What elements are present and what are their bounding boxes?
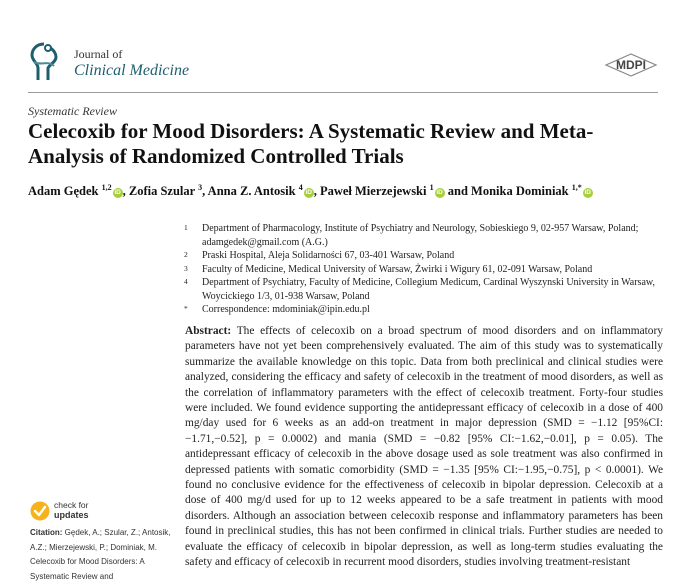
affiliation-item xyxy=(184,276,664,303)
orcid-icon[interactable]: iD xyxy=(584,189,591,197)
author xyxy=(129,184,208,198)
author-name: Monika Dominiak xyxy=(471,184,569,199)
affiliation-number: 1 xyxy=(184,223,188,232)
author-separator: , xyxy=(313,184,320,199)
affiliation-text: Correspondence: mdominiak@ipin.edu.pl xyxy=(202,304,370,315)
affiliation-item xyxy=(184,249,664,263)
journal-name-line1: Journal of xyxy=(74,47,123,61)
author-name: Anna Z. Antosik xyxy=(207,184,296,199)
affiliation-text: Faculty of Medicine, Medical University of Warsaw, Żwirki i Wigury 61, 02-091 Warsaw, Poland xyxy=(202,263,593,275)
author xyxy=(471,184,593,198)
author-separator: , xyxy=(122,184,129,199)
updates-line1: check for xyxy=(54,500,89,510)
article-type: Systematic Review xyxy=(28,104,117,118)
check-for-updates-icon xyxy=(30,501,50,521)
author xyxy=(28,184,129,198)
affiliation-number: 4 xyxy=(184,277,188,286)
mdpi-logo-icon xyxy=(604,53,658,77)
check-for-updates-button[interactable] xyxy=(30,499,150,523)
author-affiliation-marker: 1,2 xyxy=(101,183,112,192)
affiliation-item xyxy=(184,263,664,277)
affiliation-number: * xyxy=(184,304,188,313)
affiliation-text: Department of Pharmacology, Institute of Psychiatry and Neurology, Sobieskiego 9, 02-957 Warsaw, Poland; adamgedek@gmail.com (A.G.) xyxy=(202,223,639,248)
header-divider xyxy=(28,92,658,93)
abstract xyxy=(185,324,663,571)
author-affiliation-marker: 3 xyxy=(198,183,203,192)
abstract-label: Abstract: xyxy=(185,325,232,337)
author-affiliation-marker: 4 xyxy=(298,183,303,192)
abstract-text: The effects of celecoxib on a broad spectrum of mood disorders and on inflammatory parameters have not yet been comprehensively evaluated. The aim of this study was to systematically summarize the available knowledge on this topic. Data from both preclinical and clinical studies were analyzed, considering the efficacy and safety of celecoxib in the treatment of mood disorders, as well as the correlation of inflammatory parameters with the effect of celecoxib treatment. Forty-four studies were included. We found evidence supporting the antidepressant efficacy of celecoxib in a dose of 400 mg/day used for 6 weeks as an add-on treatment in major depression (SMD = −1.12 [95%CI: −1.71,−0.52], p = 0.0002) and mania (SMD = −0.82 [95% CI:−1.62,−0.01], p = 0.05). The antidepressant efficacy of celecoxib in the above dosage used as sole treatment was also confirmed in depressed patients with somatic comorbidity (SMD = −1.35 [95% CI:−1.95,−0.75], p < 0.0001). We found no conclusive evidence for the effectiveness of celecoxib in bipolar depression. Celecoxib at a dose of 400 mg/d used for up to 12 weeks appeared to be a safe treatment in patients with mood disorders. Although an association between celecoxib response and inflammatory parameters has been found in preclinical studies, this has not been confirmed in clinical trials. Further studies are needed to evaluate the efficacy of celecoxib in bipolar depression, as well as long-term studies evaluating the safety and efficacy of celecoxib in recurrent mood disorders, studies involving treatment-resistant xyxy=(185,325,663,569)
updates-line2: updates xyxy=(54,510,89,520)
author-affiliation-marker: 1,* xyxy=(571,183,582,192)
affiliation-text: Praski Hospital, Aleja Solidarności 67, 03-401 Warsaw, Poland xyxy=(202,250,455,261)
affiliation-item xyxy=(184,222,664,249)
citation-label: Citation: xyxy=(30,528,63,537)
affiliation-number: 3 xyxy=(184,263,188,273)
author-name: Paweł Mierzejewski xyxy=(319,184,427,199)
orcid-icon[interactable]: iD xyxy=(305,189,312,197)
author-separator: , xyxy=(202,184,208,199)
author-name: Adam Gędek xyxy=(28,184,99,199)
author-list xyxy=(28,180,668,199)
author-name: Zofia Szular xyxy=(128,184,195,199)
journal-logo-icon xyxy=(26,42,62,82)
affiliation-text: Department of Psychiatry, Faculty of Medicine, Collegium Medicum, Cardinal Wyszynski University in Warsaw, Woycickiego 1/3, 01-938 Warsaw, Poland xyxy=(202,277,655,302)
author xyxy=(320,184,471,198)
journal-name xyxy=(74,47,274,81)
author-separator: and xyxy=(444,184,472,199)
citation xyxy=(30,526,172,584)
orcid-icon[interactable]: iD xyxy=(436,189,443,197)
publisher-name: MDPI xyxy=(616,58,646,72)
orcid-icon[interactable]: iD xyxy=(114,189,121,197)
affiliation-list xyxy=(184,222,664,317)
affiliation-item xyxy=(184,303,664,317)
author xyxy=(208,184,320,198)
article-title: Celecoxib for Mood Disorders: A Systematic Review and Meta-Analysis of Randomized Controlled Trials xyxy=(28,119,594,168)
affiliation-number: 2 xyxy=(184,250,188,259)
author-affiliation-marker: 1 xyxy=(429,183,434,192)
journal-name-line2: Clinical Medicine xyxy=(74,62,190,79)
citation-text: Gędek, A.; Szular, Z.; Antosik, A.Z.; Mierzejewski, P.; Dominiak, M. Celecoxib for Mood Disorders: A Systematic Review and xyxy=(30,528,171,581)
